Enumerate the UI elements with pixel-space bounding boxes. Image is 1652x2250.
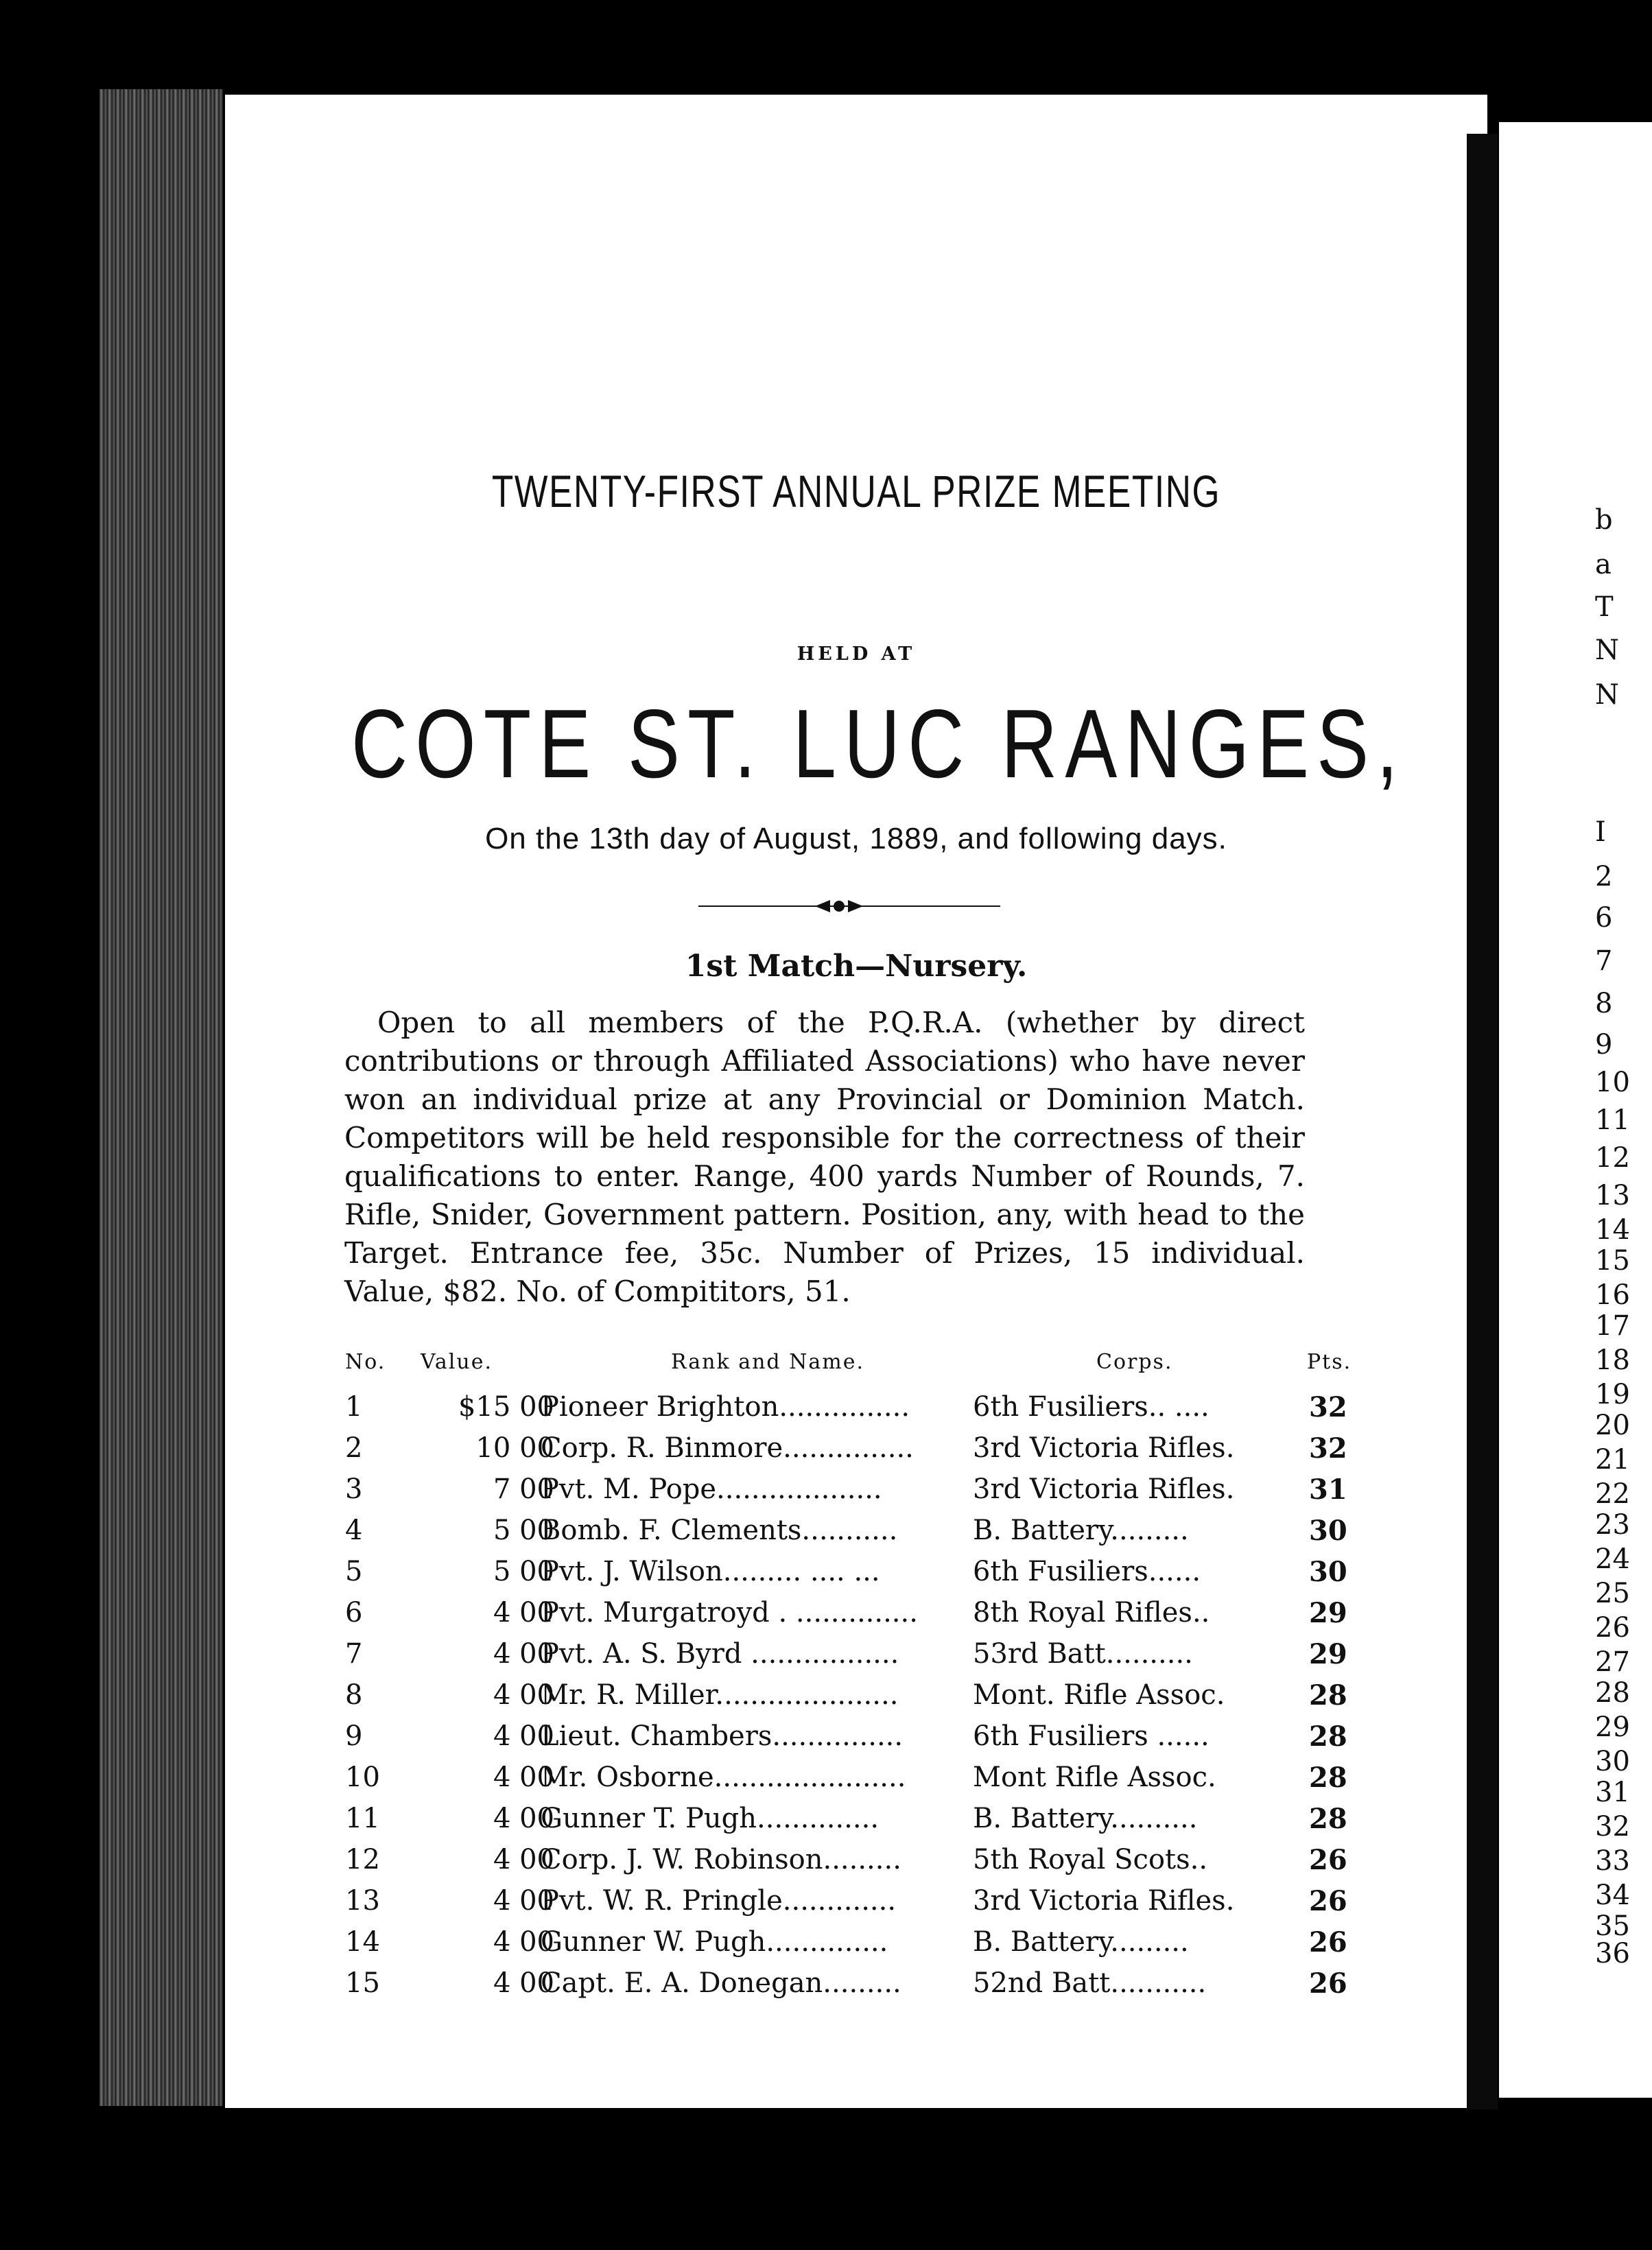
row-name: Pvt. M. Pope................... bbox=[541, 1473, 882, 1505]
facing-page-fragment: 29 bbox=[1595, 1712, 1630, 1743]
row-pts: 30 bbox=[1309, 1515, 1347, 1547]
row-name: Corp. R. Binmore............... bbox=[541, 1432, 914, 1464]
table-row bbox=[225, 1762, 1487, 1799]
row-pts: 28 bbox=[1309, 1720, 1347, 1753]
table-row bbox=[225, 1556, 1487, 1594]
row-no: 12 bbox=[345, 1844, 380, 1875]
facing-page-fragment: 33 bbox=[1595, 1845, 1630, 1877]
row-no: 6 bbox=[345, 1597, 363, 1629]
row-value: 10 00 bbox=[475, 1432, 554, 1464]
facing-page-fragment: 10 bbox=[1595, 1067, 1630, 1098]
row-value: 4 00 bbox=[493, 1844, 554, 1875]
facing-page-fragment: 8 bbox=[1595, 988, 1613, 1019]
row-value: 4 00 bbox=[493, 1597, 554, 1629]
row-corps: 8th Royal Rifles.. bbox=[973, 1597, 1210, 1629]
row-no: 13 bbox=[345, 1885, 380, 1917]
row-corps: 6th Fusiliers ...... bbox=[973, 1720, 1210, 1752]
row-no: 2 bbox=[345, 1432, 363, 1464]
table-row bbox=[225, 1638, 1487, 1676]
facing-page-fragment: N bbox=[1595, 679, 1619, 711]
row-no: 14 bbox=[345, 1926, 380, 1958]
row-name: Gunner W. Pugh.............. bbox=[541, 1926, 888, 1958]
row-name: Pvt. A. S. Byrd ................. bbox=[541, 1638, 899, 1670]
book-page bbox=[225, 95, 1487, 2108]
header-pts: Pts. bbox=[1307, 1350, 1352, 1374]
row-value: 5 00 bbox=[493, 1556, 554, 1587]
row-pts: 28 bbox=[1309, 1679, 1347, 1712]
row-pts: 26 bbox=[1309, 1967, 1347, 2000]
facing-page-fragment: 15 bbox=[1595, 1245, 1630, 1277]
row-no: 3 bbox=[345, 1473, 363, 1505]
facing-page-fragment: 36 bbox=[1595, 1938, 1630, 1969]
table-row bbox=[225, 1391, 1487, 1429]
row-no: 7 bbox=[345, 1638, 363, 1670]
table-row bbox=[225, 1473, 1487, 1511]
row-value: 4 00 bbox=[493, 1762, 554, 1793]
ornament-divider-icon bbox=[698, 896, 1000, 916]
row-corps: 3rd Victoria Rifles. bbox=[973, 1885, 1235, 1917]
table-row bbox=[225, 1926, 1487, 1964]
header-corps: Corps. bbox=[1096, 1350, 1173, 1374]
row-no: 9 bbox=[345, 1720, 363, 1752]
table-row bbox=[225, 1597, 1487, 1635]
row-corps: 53rd Batt.......... bbox=[973, 1638, 1193, 1670]
facing-page-fragment: 30 bbox=[1595, 1746, 1630, 1777]
row-name: Capt. E. A. Donegan......... bbox=[541, 1967, 901, 1999]
facing-page-fragment: 16 bbox=[1595, 1279, 1630, 1311]
row-corps: 6th Fusiliers...... bbox=[973, 1556, 1201, 1587]
meeting-title: TWENTY-FIRST ANNUAL PRIZE MEETING bbox=[491, 466, 1221, 517]
row-pts: 28 bbox=[1309, 1803, 1347, 1835]
row-value: 4 00 bbox=[493, 1720, 554, 1752]
facing-page-fragment: 21 bbox=[1595, 1444, 1630, 1476]
row-corps: Mont. Rifle Assoc. bbox=[973, 1679, 1225, 1711]
facing-page-fragment: 20 bbox=[1595, 1410, 1630, 1441]
row-pts: 29 bbox=[1309, 1638, 1347, 1670]
row-value: 4 00 bbox=[493, 1967, 554, 1999]
facing-page-fragment: 34 bbox=[1595, 1880, 1630, 1911]
row-name: Mr. Osborne...................... bbox=[541, 1762, 906, 1793]
row-value: 4 00 bbox=[493, 1638, 554, 1670]
facing-page-fragment: 24 bbox=[1595, 1543, 1630, 1575]
facing-page-fragment: 6 bbox=[1595, 902, 1613, 934]
row-corps: 3rd Victoria Rifles. bbox=[973, 1432, 1235, 1464]
match-title: 1st Match—Nursery. bbox=[685, 949, 1028, 984]
facing-page-fragment: 17 bbox=[1595, 1310, 1630, 1342]
facing-page-fragment: T bbox=[1595, 591, 1614, 623]
row-value: 7 00 bbox=[493, 1473, 554, 1505]
facing-page-fragment: 32 bbox=[1595, 1811, 1630, 1843]
table-row bbox=[225, 1803, 1487, 1840]
row-name: Lieut. Chambers............... bbox=[541, 1720, 904, 1752]
table-row bbox=[225, 1679, 1487, 1717]
header-value: Value. bbox=[421, 1350, 493, 1374]
row-pts: 28 bbox=[1309, 1762, 1347, 1794]
facing-page-fragment: 7 bbox=[1595, 945, 1613, 977]
header-no: No. bbox=[345, 1350, 386, 1374]
row-value: 5 00 bbox=[493, 1515, 554, 1546]
row-corps: 52nd Batt........... bbox=[973, 1967, 1207, 1999]
facing-page-fragment: 26 bbox=[1595, 1612, 1630, 1644]
facing-page-fragment: 2 bbox=[1595, 861, 1613, 892]
row-pts: 32 bbox=[1309, 1391, 1347, 1423]
row-corps: 6th Fusiliers.. .... bbox=[973, 1391, 1210, 1423]
row-no: 4 bbox=[345, 1515, 363, 1546]
row-value: $15 00 bbox=[458, 1391, 554, 1423]
facing-page-fragment: 31 bbox=[1595, 1777, 1630, 1808]
table-row bbox=[225, 1720, 1487, 1758]
facing-page-fragment: 28 bbox=[1595, 1677, 1630, 1709]
row-no: 10 bbox=[345, 1762, 380, 1793]
match-description bbox=[344, 1004, 1305, 1311]
facing-page-fragment: 22 bbox=[1595, 1478, 1630, 1510]
row-name: Pvt. J. Wilson......... .... ... bbox=[541, 1556, 880, 1587]
row-pts: 26 bbox=[1309, 1926, 1347, 1958]
facing-page-fragment: b bbox=[1595, 504, 1613, 536]
row-no: 11 bbox=[345, 1803, 380, 1834]
facing-page-fragment: 19 bbox=[1595, 1379, 1630, 1410]
facing-page-fragment: 14 bbox=[1595, 1214, 1630, 1246]
row-corps: Mont Rifle Assoc. bbox=[973, 1762, 1216, 1793]
row-name: Gunner T. Pugh.............. bbox=[541, 1803, 880, 1834]
row-name: Pvt. W. R. Pringle............. bbox=[541, 1885, 897, 1917]
row-no: 8 bbox=[345, 1679, 363, 1711]
header-name: Rank and Name. bbox=[671, 1350, 865, 1374]
table-row bbox=[225, 1432, 1487, 1470]
facing-page-fragment: a bbox=[1595, 549, 1612, 580]
row-name: Mr. R. Miller..................... bbox=[541, 1679, 899, 1711]
facing-page-fragment: 9 bbox=[1595, 1029, 1613, 1061]
row-value: 4 00 bbox=[493, 1926, 554, 1958]
row-name: Bomb. F. Clements........... bbox=[541, 1515, 898, 1546]
row-value: 4 00 bbox=[493, 1679, 554, 1711]
facing-page-fragment: 11 bbox=[1595, 1104, 1630, 1136]
row-value: 4 00 bbox=[493, 1885, 554, 1917]
row-no: 15 bbox=[345, 1967, 380, 1999]
table-row bbox=[225, 1967, 1487, 2005]
facing-page-fragment: N bbox=[1595, 635, 1619, 666]
row-corps: B. Battery......... bbox=[973, 1515, 1189, 1546]
row-name: Corp. J. W. Robinson......... bbox=[541, 1844, 901, 1875]
facing-page-fragment: 27 bbox=[1595, 1646, 1630, 1678]
row-corps: 5th Royal Scots.. bbox=[973, 1844, 1208, 1875]
row-corps: B. Battery......... bbox=[973, 1926, 1189, 1958]
table-row bbox=[225, 1515, 1487, 1552]
facing-page-fragment: 18 bbox=[1595, 1345, 1630, 1376]
row-pts: 26 bbox=[1309, 1844, 1347, 1876]
match-description-text: Open to all members of the P.Q.R.A. (whether by direct contributions or through Affiliated Associations) who have never won an individual prize at any Provincial or Dominion Match. Competitors will be held responsible for the correctness of their qualifications to enter. Range, 400 yards Number of Rounds, 7. Rifle, Snider, Government pattern. Position, any, with head to the Target. Entrance fee, 35c. Number of Prizes, 15 individual. Value, $82. No. of Compititors, 51. bbox=[344, 1006, 1305, 1308]
facing-page-fragment: I bbox=[1595, 816, 1606, 848]
facing-page-fragment: 35 bbox=[1595, 1910, 1630, 1942]
table-row bbox=[225, 1844, 1487, 1882]
facing-page-fragment: 23 bbox=[1595, 1509, 1630, 1541]
facing-page-fragment: 13 bbox=[1595, 1180, 1630, 1211]
held-at-label: HELD AT bbox=[796, 643, 916, 665]
row-no: 5 bbox=[345, 1556, 363, 1587]
row-pts: 30 bbox=[1309, 1556, 1347, 1588]
row-no: 1 bbox=[345, 1391, 363, 1423]
table-header bbox=[225, 1350, 1487, 1388]
row-corps: 3rd Victoria Rifles. bbox=[973, 1473, 1235, 1505]
table-row bbox=[225, 1885, 1487, 1923]
row-pts: 32 bbox=[1309, 1432, 1347, 1465]
row-name: Pioneer Brighton............... bbox=[541, 1391, 910, 1423]
book-spine-edge bbox=[99, 89, 223, 2106]
facing-page-fragment: 12 bbox=[1595, 1142, 1630, 1174]
row-pts: 26 bbox=[1309, 1885, 1347, 1917]
page-gutter bbox=[1467, 134, 1498, 2109]
facing-page-fragment: 25 bbox=[1595, 1578, 1630, 1609]
meeting-date: On the 13th day of August, 1889, and following days. bbox=[485, 822, 1227, 855]
range-name: COTE ST. LUC RANGES, bbox=[351, 689, 1406, 798]
row-name: Pvt. Murgatroyd . .............. bbox=[541, 1597, 918, 1629]
row-pts: 31 bbox=[1309, 1473, 1347, 1506]
row-value: 4 00 bbox=[493, 1803, 554, 1834]
row-pts: 29 bbox=[1309, 1597, 1347, 1629]
row-corps: B. Battery.......... bbox=[973, 1803, 1198, 1834]
